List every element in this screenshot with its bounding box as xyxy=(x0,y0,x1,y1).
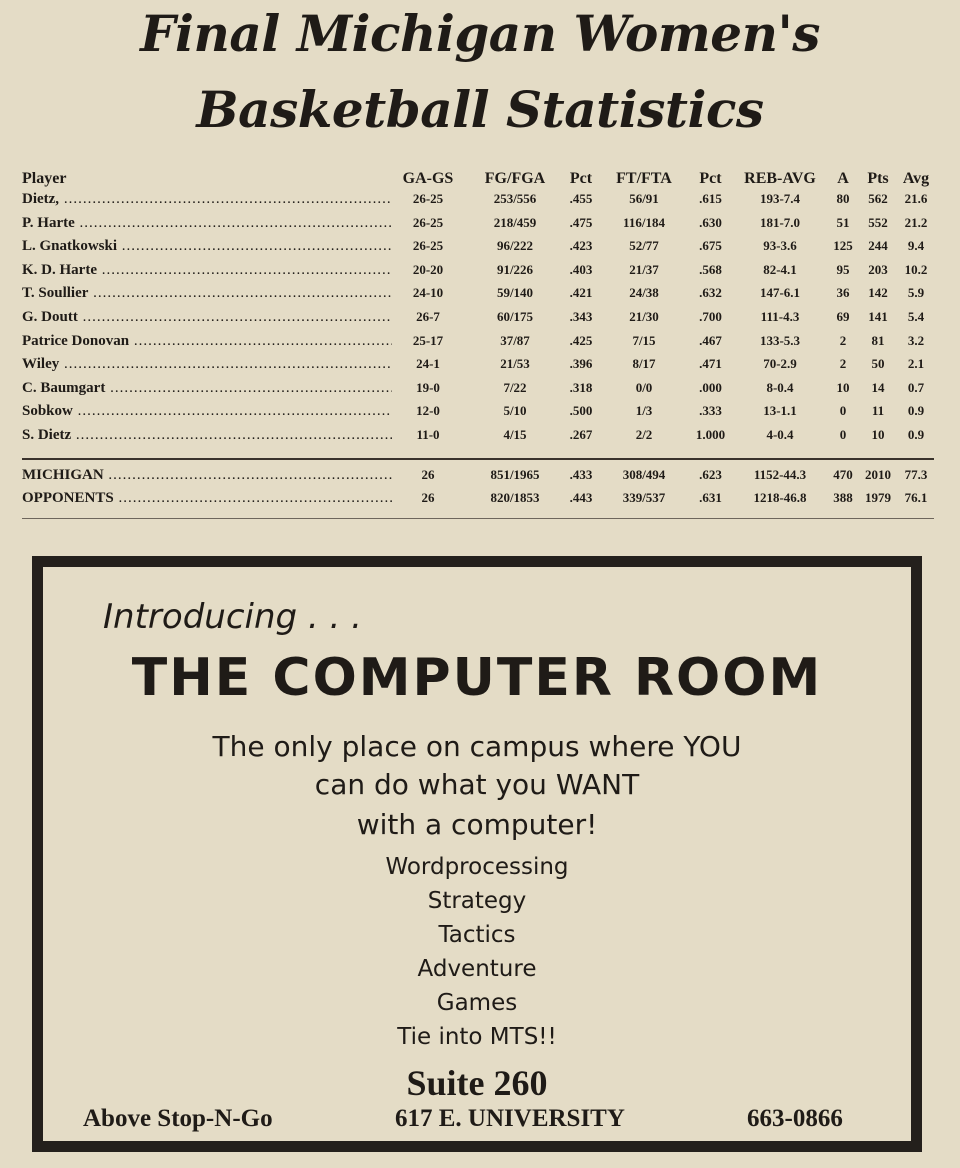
ad-address: 617 E. UNIVERSITY xyxy=(395,1105,625,1132)
column-header-ft-pct: Pct xyxy=(699,170,722,187)
cell-points: 142 xyxy=(868,285,888,301)
cell-assists: 51 xyxy=(836,214,850,230)
cell-ft-fta: 2/2 xyxy=(635,427,653,442)
cell-fg-fga: 21/53 xyxy=(500,356,530,372)
cell-ft-pct: .631 xyxy=(699,490,722,505)
cell-average: 2.1 xyxy=(907,356,925,372)
table-row xyxy=(0,400,960,422)
cell-ft-fta: 24/38 xyxy=(629,285,659,301)
cell-reb-avg: 13-1.1 xyxy=(763,403,797,419)
cell-ft-pct: .623 xyxy=(699,467,722,482)
player-name: OPPONENTS ..... xyxy=(22,487,392,509)
table-row xyxy=(0,424,960,446)
cell-ga-gs: 26-7 xyxy=(416,309,440,324)
player-name: C. Baumgart ..... xyxy=(22,377,392,399)
player-name: Wiley ..... xyxy=(22,353,392,375)
column-header-average: Avg xyxy=(902,170,930,187)
cell-ft-fta: 0/0 xyxy=(635,379,653,395)
cell-fg-fga: 253/556 xyxy=(493,191,537,206)
cell-ft-fta: 339/537 xyxy=(622,490,666,505)
cell-fg-pct: .318 xyxy=(569,379,593,395)
cell-fg-fga: 851/1965 xyxy=(490,467,540,482)
cell-average: 0.7 xyxy=(907,379,925,395)
cell-ft-fta: 1/3 xyxy=(635,403,653,419)
ad-business-name: THE COMPUTER ROOM xyxy=(131,648,823,708)
player-name: T. Soullier ..... xyxy=(22,282,392,304)
ad-phone: 663-0866 xyxy=(747,1105,843,1132)
cell-assists: 69 xyxy=(836,309,850,324)
cell-reb-avg: 133-5.3 xyxy=(759,332,801,348)
cell-average: 5.4 xyxy=(907,309,925,324)
cell-points: 1979 xyxy=(865,490,891,505)
cell-assists: 125 xyxy=(833,238,853,254)
cell-ft-pct: .700 xyxy=(699,309,722,324)
cell-ga-gs: 26-25 xyxy=(412,238,444,254)
cell-average: 9.4 xyxy=(907,238,925,254)
cell-ga-gs: 12-0 xyxy=(416,403,440,419)
page-title-line-2: Basketball Statistics xyxy=(196,80,764,139)
cell-average: 5.9 xyxy=(907,285,925,301)
cell-fg-fga: 60/175 xyxy=(496,309,534,324)
cell-assists: 10 xyxy=(836,379,850,395)
cell-average: 0.9 xyxy=(907,427,925,442)
cell-fg-pct: .443 xyxy=(569,490,593,505)
cell-points: 562 xyxy=(868,191,888,206)
cell-points: 11 xyxy=(871,403,885,419)
cell-reb-avg: 181-7.0 xyxy=(759,214,801,230)
cell-ft-fta: 21/30 xyxy=(629,309,659,324)
cell-ga-gs: 26 xyxy=(421,467,435,482)
table-row xyxy=(0,306,960,328)
column-header-reb-avg: REB-AVG xyxy=(744,170,816,187)
cell-ft-pct: .471 xyxy=(699,356,722,372)
cell-ft-fta: 116/184 xyxy=(623,214,665,230)
player-name: MICHIGAN ..... xyxy=(22,464,392,486)
table-row xyxy=(0,353,960,375)
totals-divider xyxy=(22,458,934,460)
ad-location: Above Stop-N-Go xyxy=(83,1105,273,1132)
ad-feature-item: Adventure xyxy=(417,956,537,982)
ad-feature-item: Games xyxy=(436,990,518,1016)
cell-fg-pct: .421 xyxy=(569,285,593,301)
cell-fg-pct: .425 xyxy=(569,332,593,348)
table-row xyxy=(0,330,960,352)
column-header-ft-fta: FT/FTA xyxy=(616,170,672,187)
cell-points: 552 xyxy=(868,214,888,230)
cell-ft-fta: 21/37 xyxy=(629,261,659,277)
cell-ga-gs: 26-25 xyxy=(412,214,444,230)
player-name: Sobkow ..... xyxy=(22,400,392,422)
cell-ft-pct: .632 xyxy=(699,285,722,301)
table-row xyxy=(0,487,960,509)
player-name: Patrice Donovan ..... xyxy=(22,330,392,352)
cell-reb-avg: 93-3.6 xyxy=(763,238,797,254)
table-row xyxy=(0,235,960,257)
cell-ft-fta: 52/77 xyxy=(629,238,659,254)
cell-fg-pct: .455 xyxy=(569,191,593,206)
cell-ga-gs: 24-1 xyxy=(416,356,440,372)
computer-room-advertisement xyxy=(32,556,922,1152)
cell-points: 81 xyxy=(871,332,885,348)
player-name: P. Harte ..... xyxy=(22,212,392,234)
cell-ft-fta: 56/91 xyxy=(629,191,659,206)
cell-fg-pct: .343 xyxy=(569,309,593,324)
cell-ga-gs: 26-25 xyxy=(412,191,444,206)
table-row xyxy=(0,212,960,234)
cell-ft-pct: .630 xyxy=(699,214,722,230)
cell-reb-avg: 1152-44.3 xyxy=(753,467,807,482)
cell-fg-fga: 5/10 xyxy=(503,403,527,419)
cell-ga-gs: 25-17 xyxy=(412,332,444,348)
cell-assists: 36 xyxy=(836,285,850,301)
ad-suite: Suite 260 xyxy=(406,1063,548,1103)
cell-assists: 2 xyxy=(839,332,847,348)
cell-ft-pct: .333 xyxy=(699,403,722,419)
column-header-points: Pts xyxy=(867,170,889,187)
player-name: L. Gnatkowski ..... xyxy=(22,235,392,257)
cell-ft-fta: 8/17 xyxy=(632,356,656,372)
cell-average: 21.6 xyxy=(904,191,928,206)
table-row xyxy=(0,188,960,210)
cell-points: 244 xyxy=(868,238,888,254)
cell-fg-fga: 7/22 xyxy=(503,379,527,395)
cell-reb-avg: 82-4.1 xyxy=(763,261,797,277)
cell-fg-fga: 37/87 xyxy=(500,332,530,348)
cell-fg-pct: .433 xyxy=(569,467,593,482)
cell-reb-avg: 4-0.4 xyxy=(766,427,794,442)
cell-reb-avg: 8-0.4 xyxy=(766,379,794,395)
cell-ga-gs: 19-0 xyxy=(416,379,440,395)
cell-fg-fga: 91/226 xyxy=(496,261,534,277)
cell-average: 3.2 xyxy=(907,332,925,348)
cell-points: 50 xyxy=(871,356,885,372)
cell-ft-pct: .467 xyxy=(699,332,722,348)
cell-assists: 0 xyxy=(839,427,847,442)
cell-ga-gs: 26 xyxy=(421,490,435,505)
cell-fg-pct: .267 xyxy=(569,427,593,442)
page-title-line-1: Final Michigan Women's xyxy=(140,4,820,63)
cell-fg-fga: 218/459 xyxy=(493,214,537,230)
column-header-player: Player xyxy=(22,170,67,187)
table-row xyxy=(0,259,960,281)
player-name: Dietz, ..... xyxy=(22,188,392,210)
ad-feature-item: Tie into MTS!! xyxy=(397,1024,557,1050)
cell-fg-fga: 820/1853 xyxy=(490,490,540,505)
column-header-fg-pct: Pct xyxy=(569,170,593,187)
cell-fg-pct: .396 xyxy=(569,356,593,372)
cell-fg-fga: 59/140 xyxy=(496,285,534,301)
cell-fg-pct: .500 xyxy=(569,403,593,419)
column-header-assists: A xyxy=(837,170,849,187)
ad-feature-item: Wordprocessing xyxy=(385,854,569,880)
cell-reb-avg: 111-4.3 xyxy=(760,309,800,324)
ad-feature-item: Strategy xyxy=(427,888,527,914)
table-bottom-rule xyxy=(22,518,934,519)
cell-ft-pct: 1.000 xyxy=(695,427,726,442)
cell-ga-gs: 11-0 xyxy=(416,427,440,442)
cell-points: 2010 xyxy=(865,467,891,482)
cell-assists: 95 xyxy=(836,261,850,277)
player-name: S. Dietz ..... xyxy=(22,424,392,446)
cell-assists: 470 xyxy=(833,467,853,482)
cell-fg-pct: .475 xyxy=(569,214,593,230)
column-header-fg-fga: FG/FGA xyxy=(484,170,546,187)
cell-points: 10 xyxy=(871,427,885,442)
cell-assists: 0 xyxy=(839,403,847,419)
statistics-table xyxy=(0,160,960,530)
cell-reb-avg: 1218-46.8 xyxy=(753,490,807,505)
table-row xyxy=(0,282,960,304)
table-row xyxy=(0,377,960,399)
cell-average: 10.2 xyxy=(904,261,928,277)
cell-assists: 2 xyxy=(839,356,847,372)
cell-points: 14 xyxy=(871,379,885,395)
table-row xyxy=(0,464,960,486)
cell-fg-pct: .423 xyxy=(569,238,593,254)
cell-fg-fga: 4/15 xyxy=(503,427,527,442)
cell-average: 76.1 xyxy=(904,490,928,505)
cell-fg-fga: 96/222 xyxy=(496,238,534,254)
cell-ft-pct: .000 xyxy=(699,379,722,395)
cell-average: 0.9 xyxy=(907,403,925,419)
ad-tagline-line-3: with a computer! xyxy=(356,808,598,841)
cell-assists: 80 xyxy=(836,191,850,206)
cell-ft-fta: 7/15 xyxy=(632,332,656,348)
cell-ft-fta: 308/494 xyxy=(622,467,666,482)
cell-ft-pct: .615 xyxy=(699,191,722,206)
cell-assists: 388 xyxy=(833,490,853,505)
table-header xyxy=(0,168,960,190)
cell-ga-gs: 24-10 xyxy=(412,285,444,301)
cell-reb-avg: 193-7.4 xyxy=(759,191,801,206)
cell-reb-avg: 147-6.1 xyxy=(759,285,801,301)
ad-feature-item: Tactics xyxy=(438,922,516,948)
cell-ft-pct: .568 xyxy=(699,261,722,277)
cell-average: 21.2 xyxy=(904,214,928,230)
cell-points: 203 xyxy=(868,261,888,277)
player-name: G. Doutt ..... xyxy=(22,306,392,328)
ad-tagline-line-1: The only place on campus where YOU xyxy=(212,730,742,763)
cell-reb-avg: 70-2.9 xyxy=(763,356,797,372)
ad-tagline-line-2: can do what you WANT xyxy=(314,768,640,801)
cell-fg-pct: .403 xyxy=(569,261,593,277)
ad-intro: Introducing . . . xyxy=(103,597,362,637)
player-name: K. D. Harte ..... xyxy=(22,259,392,281)
column-header-ga-gs: GA-GS xyxy=(402,170,454,187)
cell-average: 77.3 xyxy=(904,467,928,482)
cell-ft-pct: .675 xyxy=(699,238,722,254)
cell-ga-gs: 20-20 xyxy=(412,261,444,277)
cell-points: 141 xyxy=(868,309,888,324)
